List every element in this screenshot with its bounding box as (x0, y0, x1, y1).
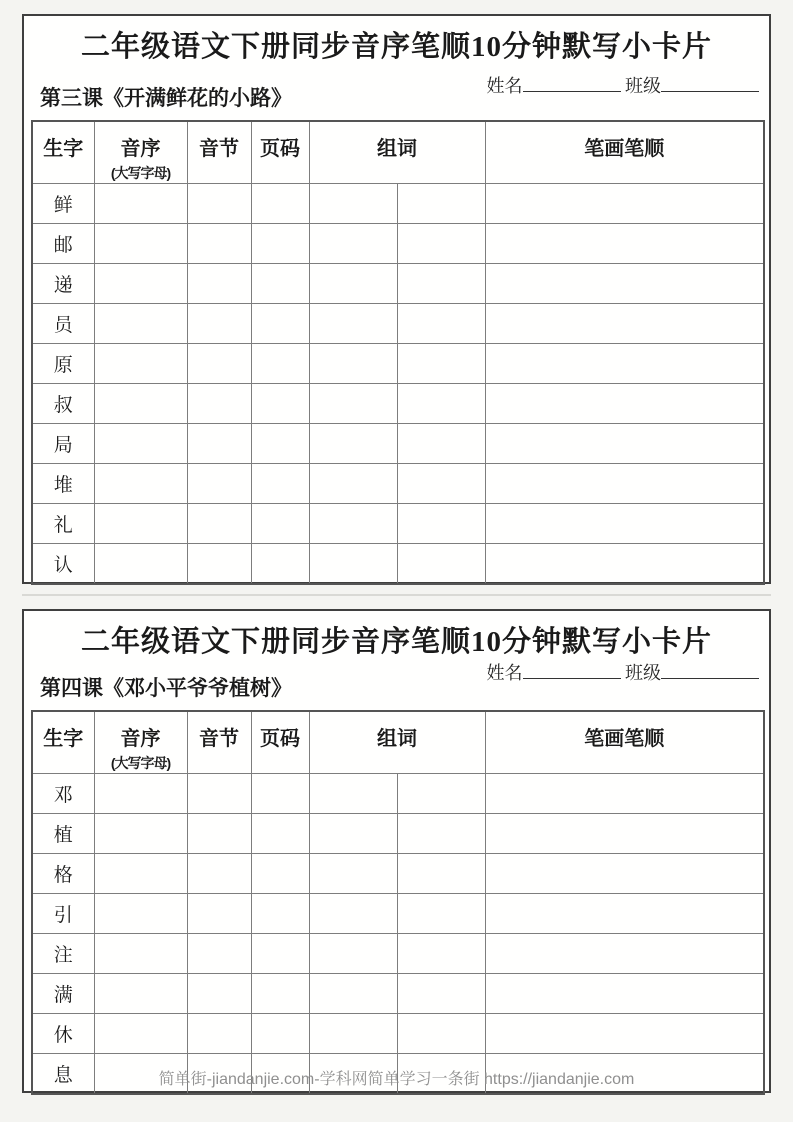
bihua-cell (485, 544, 764, 584)
zuci-cell-2 (397, 544, 485, 584)
section-divider (22, 594, 771, 596)
table-row (32, 344, 764, 384)
name-label: 姓名 (486, 663, 523, 683)
zuci-cell-2 (397, 424, 485, 464)
worksheet-card-1 (22, 14, 771, 584)
col-yinjie: 音节 (187, 711, 251, 774)
zuci-cell-2 (397, 384, 485, 424)
bihua-cell (485, 814, 764, 854)
yinxu-cell (94, 264, 187, 304)
yinxu-cell (94, 894, 187, 934)
zuci-cell-1 (309, 1014, 397, 1054)
col-yinxu-label: 音序 (120, 728, 161, 750)
table-row (32, 504, 764, 544)
bihua-cell (485, 1014, 764, 1054)
yinxu-cell (94, 934, 187, 974)
bihua-cell (485, 934, 764, 974)
col-yinxu-sub: (大写字母) (110, 755, 171, 771)
zuci-cell-1 (309, 424, 397, 464)
class-blank (661, 660, 759, 679)
yema-cell (251, 344, 309, 384)
col-zuci: 组词 (309, 711, 485, 774)
table-row (32, 264, 764, 304)
bihua-cell (485, 774, 764, 814)
yinjie-cell (187, 894, 251, 934)
yinxu-cell (94, 854, 187, 894)
new-char-cell: 堆 (32, 464, 94, 504)
col-yema: 页码 (251, 121, 309, 184)
zuci-cell-1 (309, 854, 397, 894)
yema-cell (251, 934, 309, 974)
table-row (32, 774, 764, 814)
yinjie-cell (187, 934, 251, 974)
new-char-cell: 局 (32, 424, 94, 464)
card-title: 二年级语文下册同步音序笔顺10分钟默写小卡片 (80, 626, 712, 658)
table-row (32, 814, 764, 854)
zuci-cell-2 (397, 854, 485, 894)
yinjie-cell (187, 1014, 251, 1054)
zuci-cell-2 (397, 224, 485, 264)
yinxu-cell (94, 974, 187, 1014)
table-row (32, 544, 764, 584)
yinjie-cell (187, 464, 251, 504)
yema-cell (251, 224, 309, 264)
table-row (32, 854, 764, 894)
zuci-cell-2 (397, 304, 485, 344)
zuci-cell-2 (397, 264, 485, 304)
bihua-cell (485, 384, 764, 424)
zuci-cell-1 (309, 814, 397, 854)
yema-cell (251, 464, 309, 504)
class-blank (661, 73, 759, 92)
new-char-cell: 礼 (32, 504, 94, 544)
yema-cell (251, 544, 309, 584)
yinjie-cell (187, 304, 251, 344)
zuci-cell-2 (397, 894, 485, 934)
col-yinxu (94, 121, 187, 184)
name-blank (523, 660, 621, 679)
lesson-subtitle: 第三课《开满鲜花的小路》 (40, 87, 292, 110)
yema-cell (251, 894, 309, 934)
table-row (32, 424, 764, 464)
zuci-cell-1 (309, 264, 397, 304)
new-char-cell: 叔 (32, 384, 94, 424)
col-shengzi: 生字 (32, 121, 94, 184)
yema-cell (251, 814, 309, 854)
zuci-cell-1 (309, 934, 397, 974)
new-char-cell: 鲜 (32, 184, 94, 224)
worksheet-card-2 (22, 609, 771, 1093)
yinxu-cell (94, 384, 187, 424)
yinxu-cell (94, 774, 187, 814)
zuci-cell-1 (309, 384, 397, 424)
bihua-cell (485, 854, 764, 894)
zuci-cell-2 (397, 814, 485, 854)
yinjie-cell (187, 184, 251, 224)
col-yinxu (94, 711, 187, 774)
yinxu-cell (94, 304, 187, 344)
table-row (32, 1014, 764, 1054)
new-char-cell: 息 (32, 1054, 94, 1094)
yema-cell (251, 854, 309, 894)
yinjie-cell (187, 264, 251, 304)
name-label: 姓名 (486, 76, 523, 96)
zuci-cell-1 (309, 184, 397, 224)
bihua-cell (485, 424, 764, 464)
zuci-cell-1 (309, 504, 397, 544)
table-row (32, 184, 764, 224)
name-class-line (487, 72, 760, 98)
yema-cell (251, 424, 309, 464)
zuci-cell-1 (309, 544, 397, 584)
dictation-table-2 (31, 710, 765, 1095)
zuci-cell-1 (309, 774, 397, 814)
new-char-cell: 员 (32, 304, 94, 344)
yinjie-cell (187, 774, 251, 814)
yinxu-cell (94, 424, 187, 464)
new-char-cell: 植 (32, 814, 94, 854)
new-char-cell: 邮 (32, 224, 94, 264)
new-char-cell: 格 (32, 854, 94, 894)
yinjie-cell (187, 384, 251, 424)
zuci-cell-2 (397, 934, 485, 974)
new-char-cell: 认 (32, 544, 94, 584)
yema-cell (251, 264, 309, 304)
col-bihua: 笔画笔顺 (485, 121, 764, 184)
class-label: 班级 (625, 663, 661, 683)
col-yinjie: 音节 (187, 121, 251, 184)
card-title: 二年级语文下册同步音序笔顺10分钟默写小卡片 (80, 31, 712, 63)
table-row (32, 384, 764, 424)
class-label: 班级 (625, 76, 661, 96)
zuci-cell-1 (309, 304, 397, 344)
new-char-cell: 休 (32, 1014, 94, 1054)
yema-cell (251, 504, 309, 544)
bihua-cell (485, 344, 764, 384)
yinxu-cell (94, 344, 187, 384)
table-row (32, 894, 764, 934)
name-class-line (487, 659, 760, 685)
zuci-cell-2 (397, 774, 485, 814)
table-row (32, 464, 764, 504)
name-blank (523, 73, 621, 92)
zuci-cell-2 (397, 464, 485, 504)
yinjie-cell (187, 424, 251, 464)
new-char-cell: 引 (32, 894, 94, 934)
new-char-cell: 原 (32, 344, 94, 384)
dictation-table-1 (31, 120, 765, 585)
zuci-cell-2 (397, 1014, 485, 1054)
new-char-cell: 满 (32, 974, 94, 1014)
yinjie-cell (187, 344, 251, 384)
col-shengzi: 生字 (32, 711, 94, 774)
yinjie-cell (187, 224, 251, 264)
bihua-cell (485, 894, 764, 934)
zuci-cell-2 (397, 184, 485, 224)
bihua-cell (485, 504, 764, 544)
col-bihua: 笔画笔顺 (485, 711, 764, 774)
yinxu-cell (94, 224, 187, 264)
zuci-cell-1 (309, 344, 397, 384)
zuci-cell-2 (397, 344, 485, 384)
yema-cell (251, 1014, 309, 1054)
table-header-row (32, 121, 764, 184)
zuci-cell-2 (397, 504, 485, 544)
yinxu-cell (94, 464, 187, 504)
yema-cell (251, 974, 309, 1014)
yinjie-cell (187, 814, 251, 854)
table-row (32, 304, 764, 344)
new-char-cell: 递 (32, 264, 94, 304)
zuci-cell-1 (309, 974, 397, 1014)
col-yema: 页码 (251, 711, 309, 774)
bihua-cell (485, 464, 764, 504)
footer-watermark: 简单街-jiandanjie.com-学科网简单学习一条街 https://jiandanjie.com (158, 1071, 635, 1088)
yinjie-cell (187, 974, 251, 1014)
bihua-cell (485, 304, 764, 344)
yema-cell (251, 774, 309, 814)
zuci-cell-1 (309, 894, 397, 934)
yinxu-cell (94, 184, 187, 224)
bihua-cell (485, 224, 764, 264)
col-yinxu-sub: (大写字母) (110, 165, 171, 181)
col-yinxu-label: 音序 (120, 138, 161, 160)
yinxu-cell (94, 504, 187, 544)
zuci-cell-2 (397, 974, 485, 1014)
table-header-row (32, 711, 764, 774)
zuci-cell-1 (309, 464, 397, 504)
yinjie-cell (187, 854, 251, 894)
table-row (32, 224, 764, 264)
yema-cell (251, 184, 309, 224)
zuci-cell-1 (309, 224, 397, 264)
bihua-cell (485, 264, 764, 304)
table-row (32, 974, 764, 1014)
col-zuci: 组词 (309, 121, 485, 184)
table-row (32, 934, 764, 974)
yema-cell (251, 304, 309, 344)
yinjie-cell (187, 544, 251, 584)
yema-cell (251, 384, 309, 424)
yinxu-cell (94, 544, 187, 584)
yinxu-cell (94, 1014, 187, 1054)
new-char-cell: 邓 (32, 774, 94, 814)
bihua-cell (485, 184, 764, 224)
new-char-cell: 注 (32, 934, 94, 974)
lesson-subtitle: 第四课《邓小平爷爷植树》 (40, 677, 292, 700)
yinjie-cell (187, 504, 251, 544)
yinxu-cell (94, 814, 187, 854)
bihua-cell (485, 974, 764, 1014)
